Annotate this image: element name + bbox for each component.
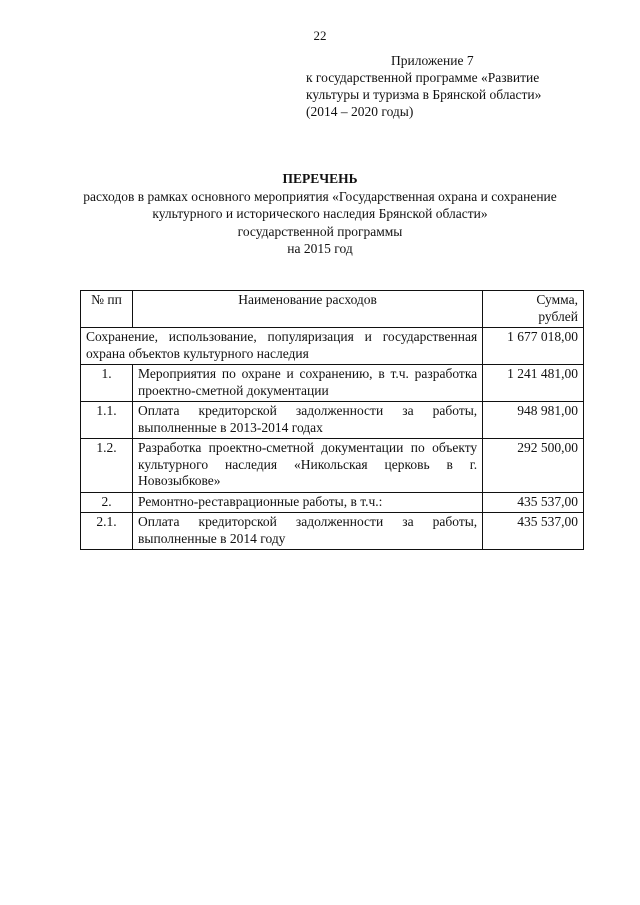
row-num: 2. <box>81 492 133 513</box>
title-line-3: государственной программы <box>237 223 403 239</box>
row-num: 2.1. <box>81 513 133 550</box>
expenses-table <box>80 290 584 550</box>
row-sum: 435 537,00 <box>483 513 584 550</box>
table-row <box>81 402 584 439</box>
appendix-title: Приложение 7 <box>391 53 474 68</box>
table-total-row <box>81 328 584 365</box>
header-sum-line-2: рублей <box>538 308 578 324</box>
total-row-name: Сохранение, использование, популяризация и государственная охрана объектов культурного наследия <box>81 328 483 365</box>
row-sum: 1 241 481,00 <box>483 365 584 402</box>
header-name: Наименование расходов <box>133 291 483 328</box>
row-name: Мероприятия по охране и сохранению, в т.ч. разработка проектно-сметной документации <box>133 365 483 402</box>
title-line-4: на 2015 год <box>287 241 353 256</box>
row-name: Оплата кредиторской задолженности за работы, выполненные в 2014 году <box>133 513 483 550</box>
table-row <box>81 492 584 513</box>
document-title-block <box>0 170 640 258</box>
total-row-sum: 1 677 018,00 <box>483 328 584 365</box>
row-num: 1. <box>81 365 133 402</box>
row-name: Разработка проектно-сметной документации по объекту культурного наследия «Никольская церковь в г. Новозыбкове» <box>133 439 483 493</box>
table-row <box>81 365 584 402</box>
row-name: Оплата кредиторской задолженности за работы, выполненные в 2013-2014 годах <box>133 402 483 439</box>
title-line-2: культурного и исторического наследия Брянской области» <box>152 206 488 221</box>
row-num: 1.2. <box>81 439 133 493</box>
appendix-line-2: к государственной программе «Развитие <box>306 70 540 85</box>
appendix-line-3: культуры и туризма в Брянской области» <box>306 87 542 102</box>
table-row <box>81 513 584 550</box>
row-sum: 948 981,00 <box>483 402 584 439</box>
header-sum <box>483 291 584 328</box>
appendix-header <box>306 52 606 120</box>
title-line-1: расходов в рамках основного мероприятия «Государственная охрана и сохранение <box>83 188 557 204</box>
table-row <box>81 439 584 493</box>
header-num: № пп <box>81 291 133 328</box>
document-title: ПЕРЕЧЕНЬ <box>282 171 358 186</box>
header-sum-line-1: Сумма, <box>536 292 578 307</box>
appendix-line-4: (2014 – 2020 годы) <box>306 104 414 119</box>
row-sum: 435 537,00 <box>483 492 584 513</box>
page-number: 22 <box>313 28 327 43</box>
row-num: 1.1. <box>81 402 133 439</box>
table-header-row <box>81 291 584 328</box>
row-name: Ремонтно-реставрационные работы, в т.ч.: <box>133 492 483 513</box>
row-sum: 292 500,00 <box>483 439 584 493</box>
